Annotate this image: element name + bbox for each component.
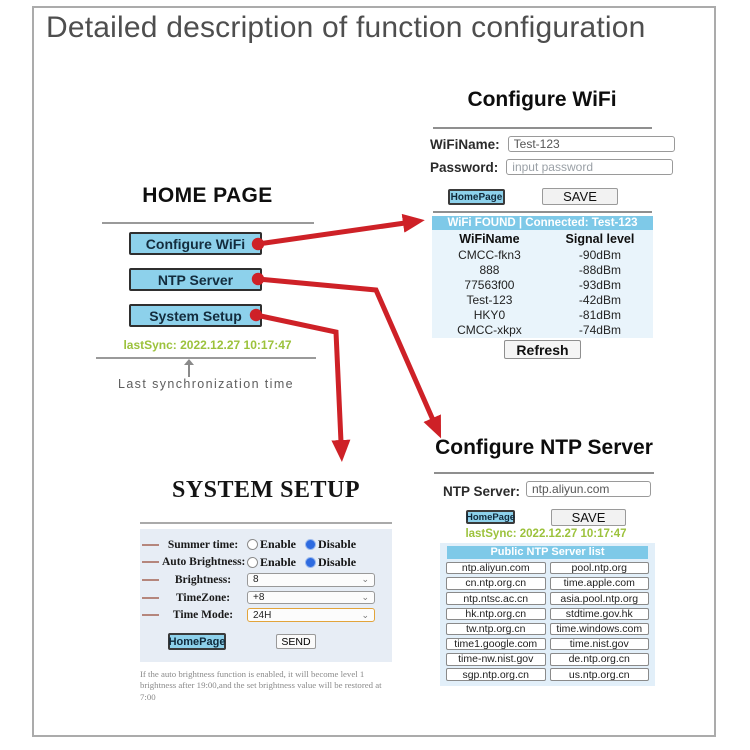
wifi-name-input[interactable]: [508, 136, 675, 152]
timezone-select[interactable]: [247, 591, 375, 605]
chevron-down-icon: ⌄: [361, 609, 369, 620]
home-divider-bottom: [96, 357, 316, 359]
ntp-server-cell[interactable]: time.apple.com: [550, 577, 650, 589]
wifi-network-row[interactable]: 888 -88dBm: [479, 262, 621, 277]
ntp-homepage-label: HomePage: [465, 511, 516, 523]
wifi-found-bar: WiFi FOUND | Connected: Test-123: [432, 216, 653, 230]
wifi-network-row[interactable]: CMCC-xkpx -74dBm: [457, 322, 621, 337]
brightness-value: 8: [253, 574, 259, 586]
ntp-last-sync-text: lastSync: 2022.12.27 10:17:47: [465, 528, 627, 540]
ntp-server-cell[interactable]: de.ntp.org.cn: [550, 653, 650, 665]
dash-icon: [142, 614, 159, 616]
auto-brightness-disable-radio[interactable]: [305, 557, 316, 568]
summer-time-label: Summer time:: [167, 538, 239, 551]
ntp-homepage-button[interactable]: [466, 510, 515, 524]
ntp-server-cell[interactable]: time1.google.com: [446, 638, 546, 650]
timezone-label: TimeZone:: [175, 591, 231, 604]
summer-time-row: [140, 536, 392, 554]
wifi-password-input[interactable]: [506, 159, 673, 175]
summer-disable-radio[interactable]: [305, 539, 316, 550]
wifi-network-row[interactable]: 77563f00 -93dBm: [464, 277, 621, 292]
brightness-label: Brightness:: [174, 573, 232, 586]
ntp-save-button[interactable]: [551, 509, 626, 526]
wifi-save-button[interactable]: [542, 188, 618, 205]
wifi-divider-top: [433, 127, 652, 129]
system-homepage-label: HomePage: [168, 635, 226, 648]
auto-brightness-row: [140, 554, 392, 572]
wifi-homepage-button[interactable]: [448, 189, 505, 205]
wifi-homepage-label: HomePage: [450, 191, 503, 203]
ntp-save-label: SAVE: [571, 510, 606, 525]
system-divider-top: [140, 522, 392, 524]
wifi-refresh-button[interactable]: [504, 340, 581, 359]
wifi-name-label: WiFiName:: [430, 136, 500, 152]
wifi-refresh-label: Refresh: [516, 341, 569, 358]
brightness-row: [140, 571, 392, 589]
system-setup-heading: SYSTEM SETUP: [171, 477, 361, 503]
ntp-server-cell[interactable]: asia.pool.ntp.org: [550, 592, 650, 604]
home-divider-top: [102, 222, 314, 224]
configure-wifi-button[interactable]: [129, 232, 262, 255]
ntp-server-button[interactable]: [129, 268, 262, 291]
auto-brightness-enable-radio[interactable]: [247, 557, 258, 568]
wifi-divider-mid: [433, 211, 652, 213]
system-send-label: SEND: [281, 635, 311, 648]
chevron-down-icon: ⌄: [361, 574, 369, 585]
ntp-server-cell[interactable]: sgp.ntp.org.cn: [446, 668, 546, 680]
wifi-col-signal: Signal level: [565, 231, 635, 246]
wifi-col-name: WiFiName: [459, 231, 520, 246]
summer-disable-option[interactable]: Disable: [318, 537, 357, 552]
ntp-server-cell[interactable]: us.ntp.org.cn: [550, 668, 650, 680]
auto-brightness-label: Auto Brightness:: [162, 556, 246, 569]
timezone-value: +8: [253, 592, 265, 604]
last-sync-caption: Last synchronization time: [117, 377, 295, 391]
wifi-network-row[interactable]: CMCC-fkn3 -90dBm: [458, 247, 621, 262]
dash-icon: [142, 579, 159, 581]
wifi-password-label: Password:: [430, 159, 499, 175]
ntp-server-input[interactable]: [526, 481, 651, 497]
ntp-server-cell[interactable]: tw.ntp.org.cn: [446, 623, 546, 635]
brightness-select[interactable]: [247, 573, 375, 587]
system-setup-button[interactable]: [129, 304, 262, 327]
wifi-network-row[interactable]: HKY0 -81dBm: [473, 307, 621, 322]
wifi-form: [430, 136, 650, 182]
dash-icon: [142, 597, 159, 599]
ntp-server-cell[interactable]: hk.ntp.org.cn: [446, 608, 546, 620]
wifi-save-label: SAVE: [563, 189, 597, 204]
ntp-server-cell[interactable]: ntp.ntsc.ac.cn: [446, 592, 546, 604]
ntp-server-grid: [446, 562, 649, 681]
time-mode-value: 24H: [253, 609, 272, 621]
ntp-server-cell[interactable]: cn.ntp.org.cn: [446, 577, 546, 589]
summer-enable-option[interactable]: Enable: [260, 537, 297, 552]
ntp-server-cell[interactable]: time-nw.nist.gov: [446, 653, 546, 665]
ntp-list-header-bar: Public NTP Server list: [447, 546, 648, 559]
ntp-server-cell[interactable]: pool.ntp.org: [550, 562, 650, 574]
time-mode-row: [140, 606, 392, 624]
dash-icon: [142, 544, 159, 546]
system-footnote: If the auto brightness function is enabled, it will become level 1 brightness after 19:00,and the set brightness value will be restored at 7:00: [140, 669, 382, 702]
system-setup-rows: [140, 536, 392, 624]
summer-enable-radio[interactable]: [247, 539, 258, 550]
home-last-sync-text: lastSync: 2022.12.27 10:17:47: [123, 338, 292, 352]
time-mode-label: Time Mode:: [172, 609, 234, 622]
ntp-divider-top: [434, 472, 654, 474]
chevron-down-icon: ⌄: [361, 592, 369, 603]
ntp-server-cell[interactable]: ntp.aliyun.com: [446, 562, 546, 574]
ntp-panel-heading: Configure NTP Server: [435, 436, 653, 459]
time-mode-select[interactable]: [247, 608, 375, 622]
timezone-row: [140, 589, 392, 607]
ntp-server-cell[interactable]: time.windows.com: [550, 623, 650, 635]
system-send-button[interactable]: [276, 634, 316, 649]
home-page-heading: HOME PAGE: [142, 184, 273, 207]
ntp-server-button-label: NTP Server: [157, 271, 234, 288]
auto-brightness-disable-option[interactable]: Disable: [318, 554, 357, 569]
system-setup-button-label: System Setup: [149, 307, 242, 324]
wifi-network-table: [432, 230, 653, 338]
ntp-server-cell[interactable]: time.nist.gov: [550, 638, 650, 650]
dash-icon: [142, 561, 159, 563]
ntp-server-cell[interactable]: stdtime.gov.hk: [550, 608, 650, 620]
wifi-table-header: [432, 230, 653, 247]
wifi-panel-heading: Configure WiFi: [467, 88, 617, 111]
page-title: Detailed description of function configuration: [46, 11, 646, 44]
configure-wifi-button-label: Configure WiFi: [145, 235, 246, 252]
system-homepage-button[interactable]: [168, 633, 226, 650]
wifi-password-row: [430, 159, 650, 175]
auto-brightness-enable-option[interactable]: Enable: [260, 554, 297, 569]
up-arrow-stem: [188, 364, 190, 377]
wifi-name-row: [430, 136, 650, 152]
ntp-server-label: NTP Server:: [442, 484, 520, 499]
wifi-network-row[interactable]: Test-123 -42dBm: [466, 292, 621, 307]
